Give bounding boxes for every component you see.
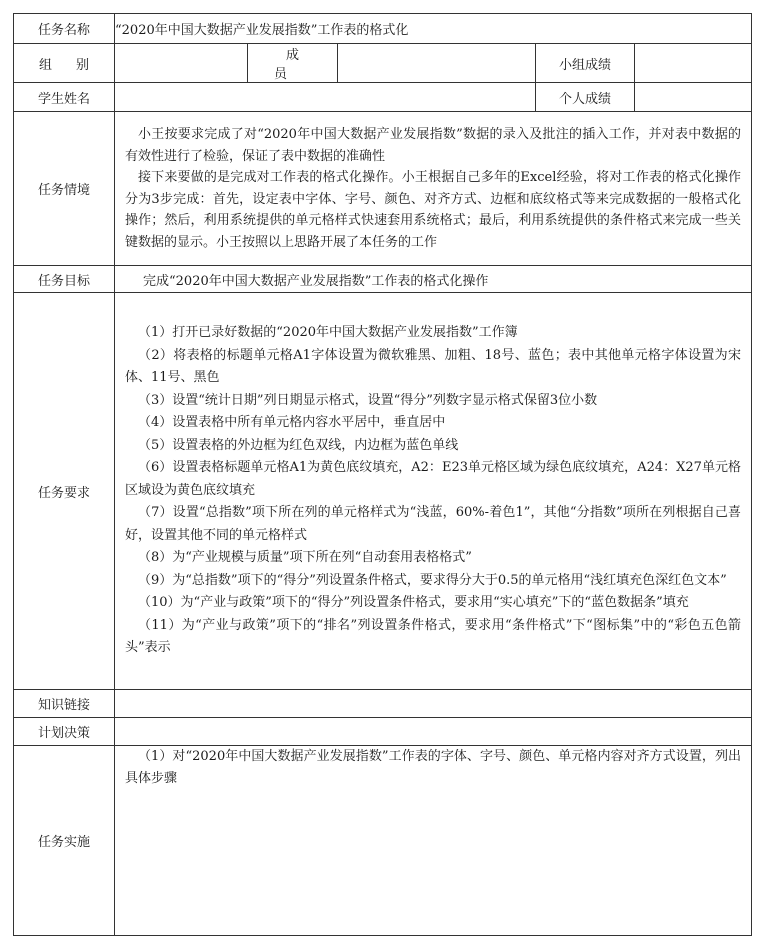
requirement-item: （8）为“产业规模与质量”项下所在列“自动套用表格格式” — [138, 550, 472, 566]
student-name-cell — [115, 83, 536, 112]
group-value-cell — [115, 44, 248, 83]
row-scenario — [14, 112, 752, 266]
requirement-item: （1）打开已录好数据的“2020年中国大数据产业发展指数”工作簿 — [138, 325, 518, 341]
requirement-item: （3）设置“统计日期”列日期显示格式，设置“得分”列数字显示格式保留3位小数 — [138, 392, 598, 408]
row-student — [14, 83, 752, 112]
requirement-item: （7）设置“总指数”项下所在列的单元格样式为“浅蓝，60%-着色1”，其他“分指数”项所在列根据自己喜好，设置其他不同的单元格样式 — [125, 505, 742, 543]
implementation-label: 任务实施 — [14, 746, 115, 936]
planning-label: 计划决策 — [14, 718, 115, 746]
requirements-content — [115, 293, 752, 690]
group-score-label: 小组成绩 — [536, 44, 635, 83]
row-requirements — [14, 293, 752, 690]
requirement-item: （4）设置表格中所有单元格内容水平居中，垂直居中 — [138, 415, 446, 431]
scenario-label: 任务情境 — [14, 112, 115, 266]
requirements-label: 任务要求 — [14, 293, 115, 690]
scenario-paragraph: 小王按要求完成了对“2020年中国大数据产业发展指数”数据的录入及批注的插入工作，并对表中数据的有效性进行了检验，保证了表中数据的准确性 — [125, 127, 742, 164]
requirement-item: （5）设置表格的外边框为红色双线，内边框为蓝色单线 — [138, 437, 459, 453]
implementation-content — [115, 746, 752, 936]
personal-score-cell — [635, 83, 752, 112]
requirement-item: （11）为“产业与政策”项下的“排名”列设置条件格式，要求用“条件格式”下“图标集”中的“彩色五色箭头”表示 — [125, 617, 742, 656]
knowledge-label: 知识链接 — [14, 690, 115, 718]
task-form-table — [13, 13, 752, 936]
member-label: 成员 — [248, 44, 338, 83]
row-planning — [14, 718, 752, 746]
requirement-item: （9）为“总指数”项下的“得分”列设置条件格式，要求得分大于0.5的单元格用“浅红填充色深红色文本” — [138, 572, 727, 588]
group-score-cell — [635, 44, 752, 83]
row-task-name — [14, 14, 752, 44]
personal-score-label: 个人成绩 — [536, 83, 635, 112]
requirement-item: （2）将表格的标题单元格A1字体设置为微软雅黑、加粗、18号、蓝色；表中其他单元格字体设置为宋体、11号、黑色 — [125, 347, 742, 386]
requirement-item: （6）设置表格标题单元格A1为黄色底纹填充，A2：E23单元格区域为绿色底纹填充，A24：X27单元格区域设为黄色底纹填充 — [125, 460, 742, 498]
task-name-value: “2020年中国大数据产业发展指数”工作表的格式化 — [115, 14, 752, 44]
task-sheet — [13, 13, 751, 936]
task-name-label: 任务名称 — [14, 14, 115, 44]
row-goal — [14, 266, 752, 293]
scenario-paragraph: 接下来要做的是完成对工作表的格式化操作。小王根据自己多年的Excel经验，将对工作表的格式化操作分为3步完成：首先，设定表中字体、字号、颜色、对齐方式、边框和底纹格式等来完成数据的一般格式化操作；然后，利用系统提供的单元格样式快速套用系统格式；最后，利用系统提供的条件格式来完成一些关键数据的显示。小王按照以上思路开展了本任务的工作 — [125, 170, 742, 250]
group-label: 组别 — [14, 44, 115, 83]
row-implementation — [14, 746, 752, 936]
row-group — [14, 44, 752, 83]
goal-label: 任务目标 — [14, 266, 115, 293]
goal-text: 完成“2020年中国大数据产业发展指数”工作表的格式化操作 — [115, 266, 752, 293]
student-name-label: 学生姓名 — [14, 83, 115, 112]
member-value-cell — [338, 44, 536, 83]
planning-cell — [115, 718, 752, 746]
knowledge-cell — [115, 690, 752, 718]
scenario-content — [115, 112, 752, 266]
row-knowledge — [14, 690, 752, 718]
requirement-item: （10）为“产业与政策”项下的“得分”列设置条件格式，要求用“实心填充”下的“蓝色数据条”填充 — [138, 595, 689, 611]
implementation-step: （1）对“2020年中国大数据产业发展指数”工作表的字体、字号、颜色、单元格内容对齐方式设置，列出具体步骤 — [125, 749, 742, 786]
